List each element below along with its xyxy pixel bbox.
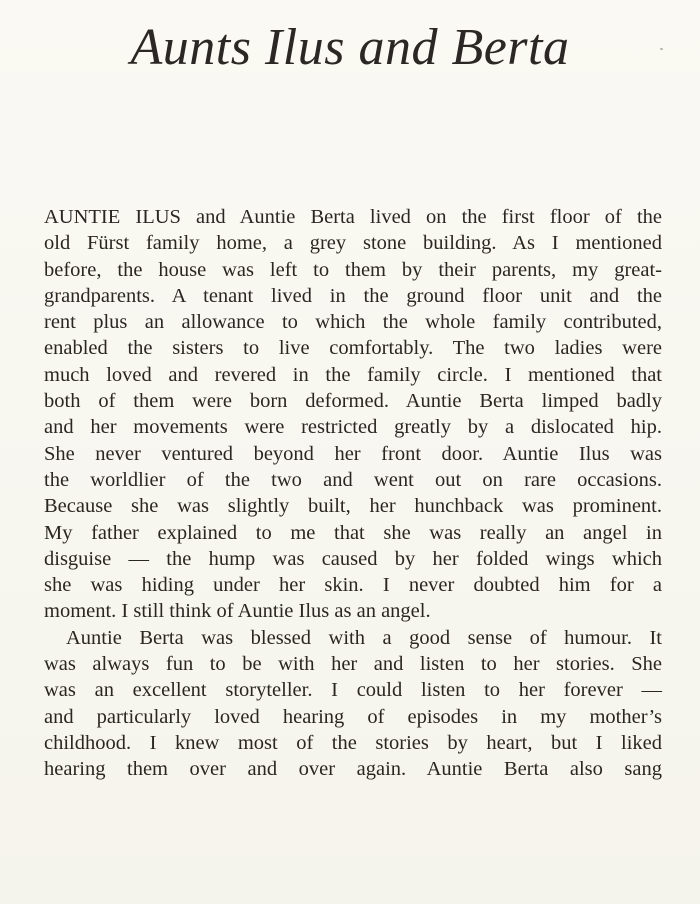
text-line: before, the house was left to them by their parents, my great- (44, 258, 662, 281)
text-line: much loved and revered in the family circle. I mentioned that (44, 363, 662, 386)
text-line: grandparents. A tenant lived in the ground floor unit and the (44, 284, 662, 307)
text-line: childhood. I knew most of the stories by heart, but I liked (44, 731, 662, 754)
text-line: and her movements were restricted greatly by a dislocated hip. (44, 416, 662, 439)
text-line: enabled the sisters to live comfortably. The two ladies were (44, 337, 662, 360)
text-line: Because she was slightly built, her hunchback was prominent. (44, 495, 662, 518)
text-line: the worldlier of the two and went out on rare occasions. (44, 468, 662, 491)
chapter-title: Aunts Ilus and Berta (130, 19, 570, 76)
text-line: AUNTIE ILUS and Auntie Berta lived on the first floor of the (44, 206, 662, 228)
text-line: old Fürst family home, a grey stone building. As I mentioned (44, 232, 662, 255)
text-line: She never ventured beyond her front door. Auntie Ilus was (44, 442, 662, 465)
text-line: Auntie Berta was blessed with a good sense of humour. It (66, 626, 662, 649)
paragraph-1 (44, 204, 662, 625)
text-line: disguise — the hump was caused by her folded wings which (44, 547, 662, 570)
text-line: both of them were born deformed. Auntie Berta limped badly (44, 390, 662, 413)
text-line: was an excellent storyteller. I could listen to her forever — (44, 679, 662, 702)
text-line: hearing them over and over again. Auntie Berta also sang (44, 758, 662, 781)
text-line: was always fun to be with her and listen to her stories. She (44, 653, 662, 676)
text-line: moment. I still think of Auntie Ilus as an angel. (44, 600, 431, 623)
body-text (44, 204, 662, 783)
text-line: rent plus an allowance to which the whole family contributed, (44, 311, 662, 334)
paragraph-2 (44, 625, 662, 783)
text-line: and particularly loved hearing of episodes in my mother’s (44, 705, 662, 728)
text-line: My father explained to me that she was really an angel in (44, 521, 662, 544)
text-line: she was hiding under her skin. I never doubted him for a (44, 574, 662, 597)
